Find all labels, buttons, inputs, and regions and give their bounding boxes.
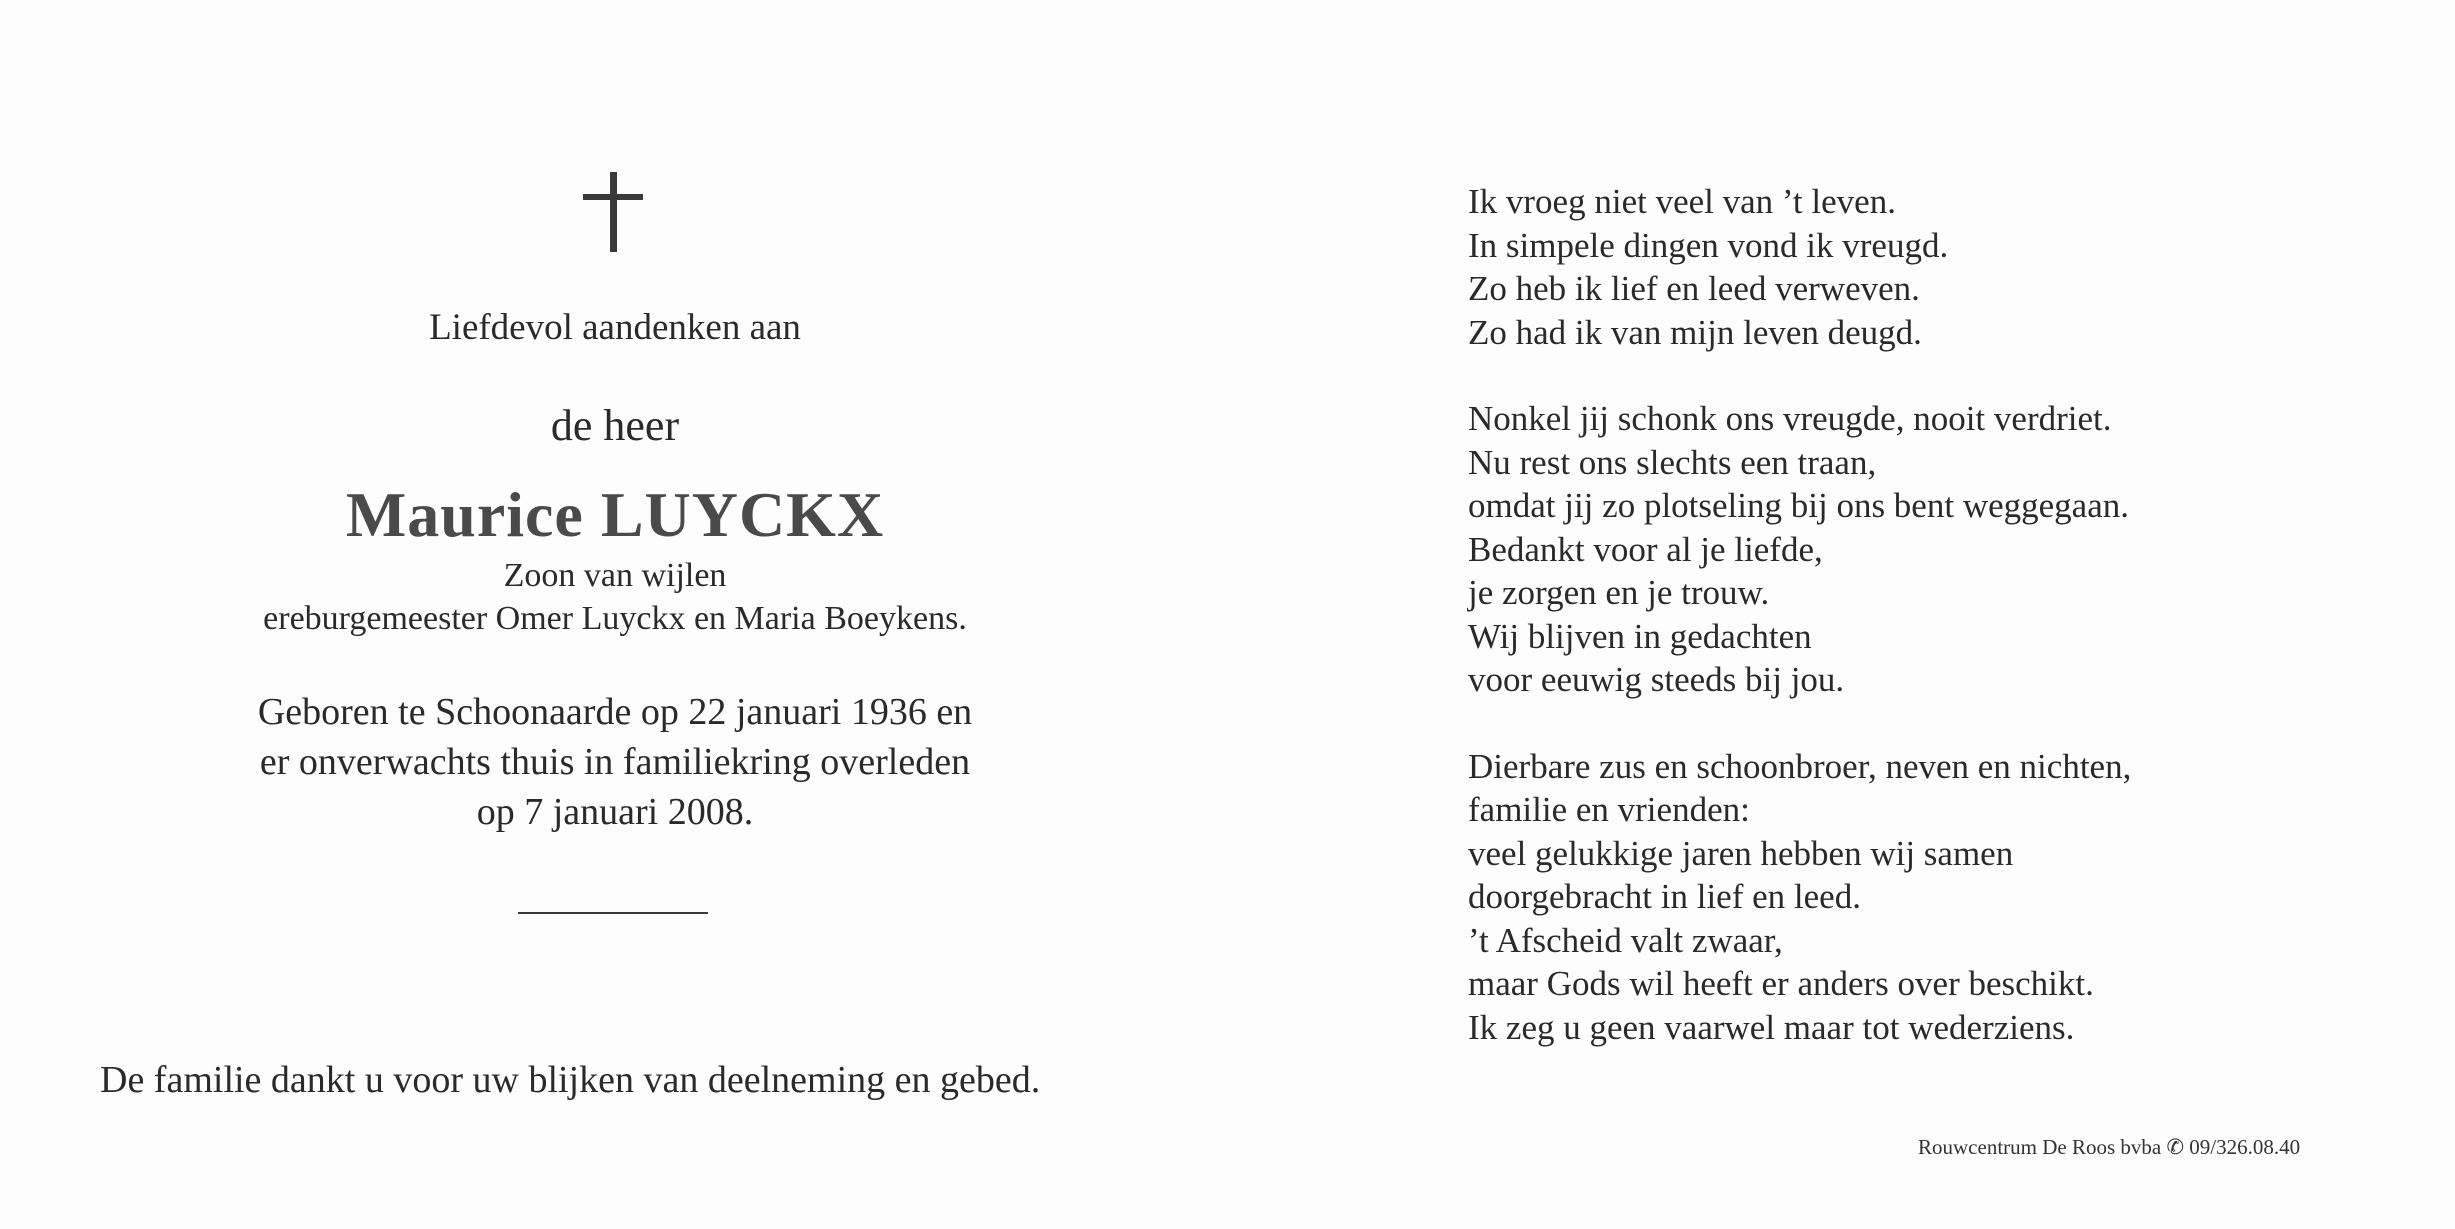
birth-death-line-1: Geboren te Schoonaarde op 22 januari 1936 en — [257, 691, 973, 733]
poem-line: Ik zeg u geen vaarwel maar tot wederziens. — [1468, 1007, 2075, 1047]
poem-line: Nu rest ons slechts een traan, — [1468, 442, 1877, 482]
poem-line: Nonkel jij schonk ons vreugde, nooit verdriet. — [1468, 399, 2112, 438]
birth-death-line-2: er onverwachts thuis in familiekring overleden — [259, 741, 971, 783]
poem-line: Zo heb ik lief en leed verweven. — [1468, 269, 1920, 308]
parentage-line-1: Zoon van wijlen — [503, 557, 727, 594]
intro-text: Liefdevol aandenken aan — [429, 307, 801, 348]
divider-line — [518, 912, 708, 914]
family-thanks: De familie dankt u voor uw blijken van deelneming en gebed. — [100, 1059, 1041, 1101]
poem-line: Ik vroeg niet veel van ’t leven. — [1468, 182, 1896, 221]
poem-line: omdat jij zo plotseling bij ons bent weggegaan. — [1468, 486, 2129, 525]
honorific: de heer — [550, 401, 680, 450]
poem-line: familie en vrienden: — [1468, 790, 1750, 829]
birth-death-line-3: op 7 januari 2008. — [476, 791, 754, 833]
cross-icon — [583, 172, 643, 252]
poem-line: Dierbare zus en schoonbroer, neven en nichten, — [1468, 746, 2132, 786]
poem-line: In simpele dingen vond ik vreugd. — [1468, 225, 1949, 265]
poem-stanza-3 — [1468, 745, 2131, 1050]
poem-line: doorgebracht in lief en leed. — [1468, 877, 1861, 916]
poem-line: Bedankt voor al je liefde, — [1468, 529, 1823, 569]
funeral-home-credit: Rouwcentrum De Roos bvba ✆ 09/326.08.40 — [1918, 1135, 2301, 1159]
poem-line: Wij blijven in gedachten — [1468, 616, 1812, 656]
poem — [1468, 180, 2131, 1049]
deceased-name: Maurice LUYCKX — [345, 479, 885, 550]
poem-stanza-1 — [1468, 180, 2131, 354]
poem-line: je zorgen en je trouw. — [1468, 573, 1770, 612]
poem-line: maar Gods wil heeft er anders over beschikt. — [1468, 964, 2094, 1003]
poem-line: Zo had ik van mijn leven deugd. — [1468, 312, 1922, 352]
parentage-line-2: ereburgemeester Omer Luyckx en Maria Boeykens. — [263, 600, 967, 637]
poem-stanza-2 — [1468, 397, 2131, 702]
poem-line: ’t Afscheid valt zwaar, — [1468, 920, 1783, 960]
poem-line: voor eeuwig steeds bij jou. — [1468, 660, 1845, 699]
poem-line: veel gelukkige jaren hebben wij samen — [1468, 833, 2014, 873]
